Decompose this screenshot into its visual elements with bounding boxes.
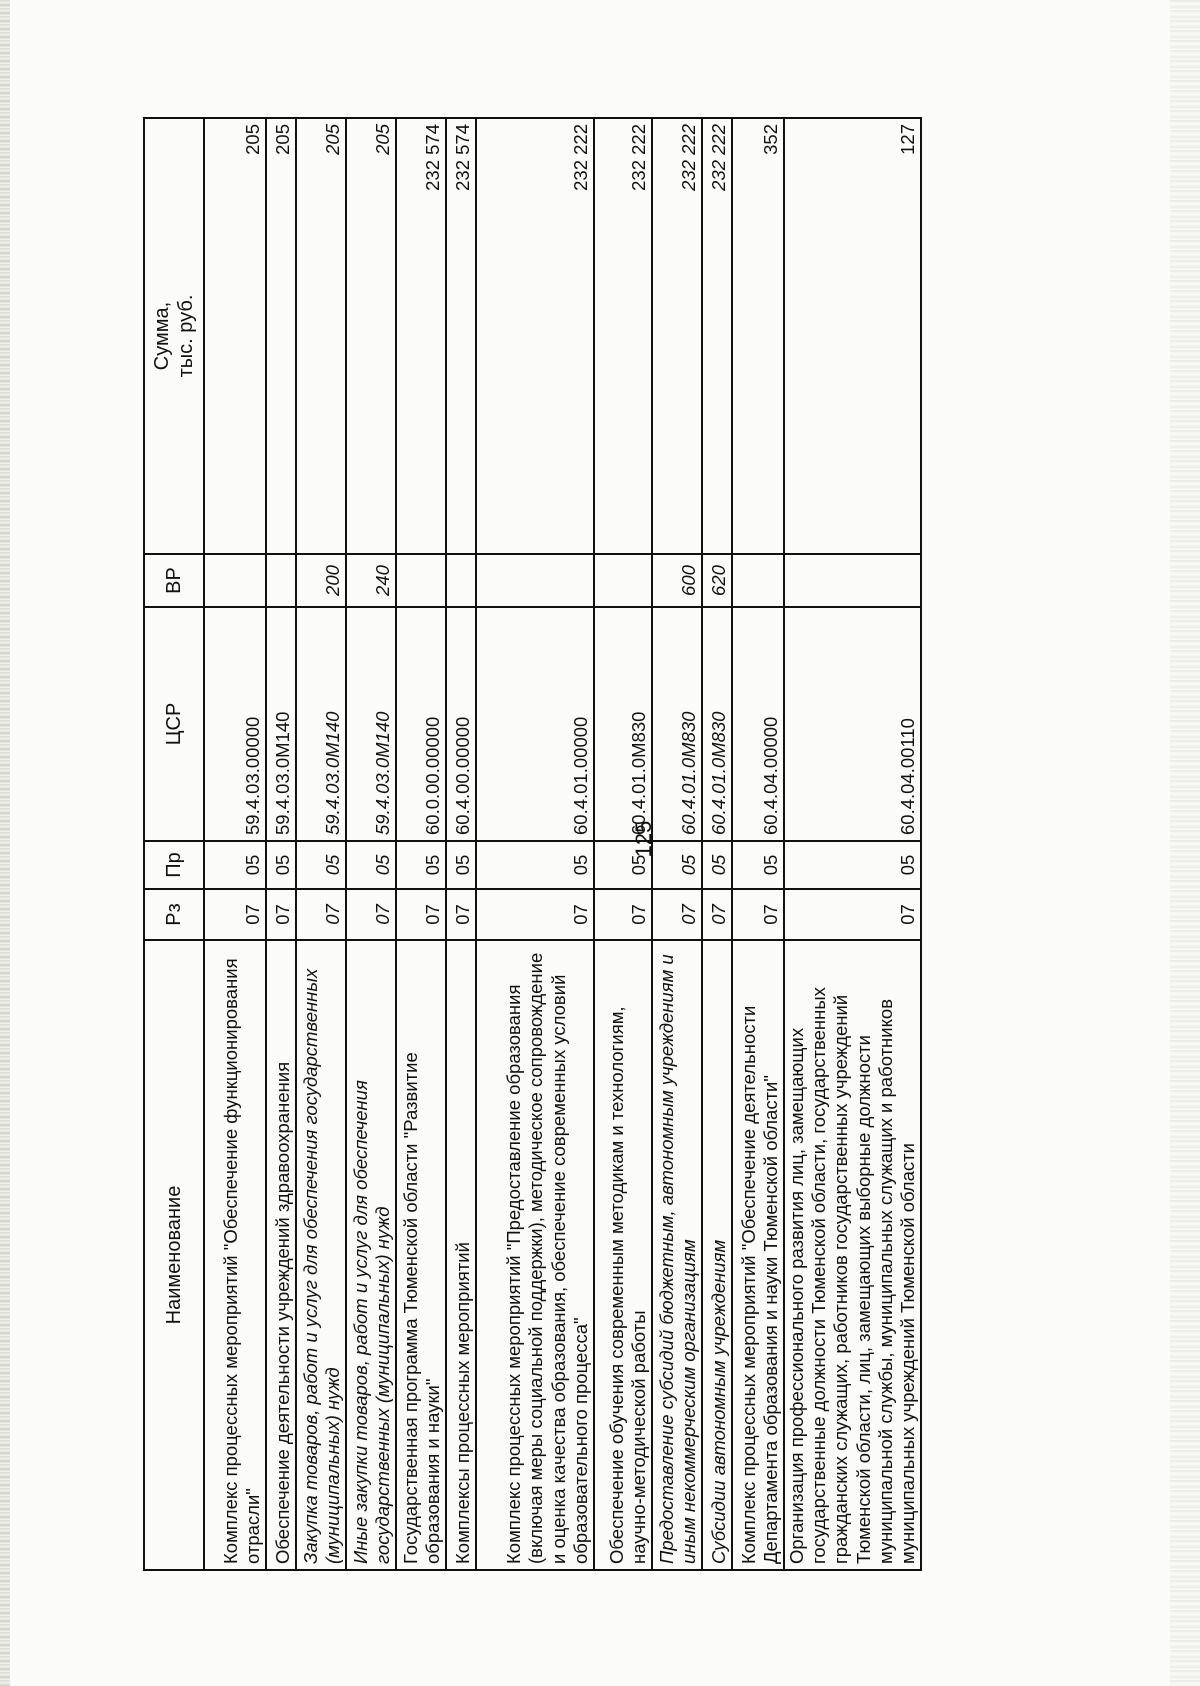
table-row [652,118,702,1570]
cell-sum: 232 222 [594,118,652,554]
cell-name: Организация профессионального развития лиц, замещающих государственные должности Тюменской области, государственных гражданских служащих, работников государственных учреждений Тюменской области, лиц, замещающих выборные должности муниципальной службы, муниципальных служащих и работников муниципальных учреждений Тюменской области [784,940,921,1570]
cell-sum: 232 574 [396,118,446,554]
cell-sum: 205 [204,118,266,554]
table-row [784,118,921,1570]
rotated-table-container [143,119,918,1571]
table-row [594,118,652,1570]
cell-sum: 232 574 [446,118,476,554]
header-sum [144,118,204,554]
cell-sum: 352 [732,118,784,554]
cell-sum: 232 222 [476,118,594,554]
cell-vr [476,554,594,607]
budget-table [143,117,922,1571]
table-row [732,118,784,1570]
cell-pr: 05 [346,841,396,889]
cell-vr: 600 [652,554,702,607]
cell-pr: 05 [784,841,921,889]
cell-name: Иные закупки товаров, работ и услуг для обеспечения государственных (муниципальных) нужд [346,940,396,1570]
cell-csr: 59.4.03.0М140 [296,607,346,841]
header-vr: ВР [144,554,204,607]
cell-pr: 05 [594,841,652,889]
cell-sum: 232 222 [652,118,702,554]
cell-csr: 59.4.03.0М140 [266,607,296,841]
cell-name: Комплекс процессных мероприятий "Обеспечение деятельности Департамента образования и науки Тюменской области" [732,940,784,1570]
cell-sum: 205 [296,118,346,554]
cell-vr [204,554,266,607]
header-sum-line2: тыс. руб. [175,294,197,378]
cell-vr [396,554,446,607]
table-row [266,118,296,1570]
cell-rz: 07 [702,889,732,940]
table-row [446,118,476,1570]
cell-csr: 60.4.00.00000 [446,607,476,841]
cell-name: Обеспечение деятельности учреждений здравоохранения [266,940,296,1570]
cell-name: Государственная программа Тюменской области "Развитие образования и науки" [396,940,446,1570]
cell-csr: 60.4.01.0М830 [594,607,652,841]
cell-rz: 07 [396,889,446,940]
cell-pr: 05 [266,841,296,889]
header-name: Наименование [144,940,204,1570]
cell-pr: 05 [476,841,594,889]
cell-vr [732,554,784,607]
cell-vr: 200 [296,554,346,607]
cell-vr [266,554,296,607]
header-row [144,118,204,1570]
cell-vr: 240 [346,554,396,607]
cell-csr: 60.4.04.00000 [732,607,784,841]
table-row [476,118,594,1570]
cell-csr: 59.4.03.0М140 [346,607,396,841]
cell-sum: 127 [784,118,921,554]
cell-name: Комплекс процессных мероприятий "Предоставление образования (включая меры социальной поддержки), методическое сопровождение и оценка качества образования, обеспечение современных условий образовательного процесса" [476,940,594,1570]
header-rz: Рз [144,889,204,940]
cell-vr [446,554,476,607]
cell-rz: 07 [296,889,346,940]
header-sum-line1: Сумма, [151,301,173,371]
table-row [346,118,396,1570]
table-row [296,118,346,1570]
table-row [702,118,732,1570]
cell-csr: 60.0.00.00000 [396,607,446,841]
cell-name: Субсидии автономным учреждениям [702,940,732,1570]
cell-pr: 05 [296,841,346,889]
cell-name: Обеспечение обучения современным методикам и технологиям, научно-методической работы [594,940,652,1570]
cell-rz: 07 [446,889,476,940]
header-pr: Пр [144,841,204,889]
cell-sum: 205 [346,118,396,554]
page-number: 125 [631,820,656,858]
cell-name: Комплексы процессных мероприятий [446,940,476,1570]
cell-pr: 05 [652,841,702,889]
cell-csr: 59.4.03.00000 [204,607,266,841]
cell-rz: 07 [204,889,266,940]
table-row [396,118,446,1570]
cell-rz: 07 [594,889,652,940]
cell-sum: 205 [266,118,296,554]
cell-rz: 07 [652,889,702,940]
table-row [204,118,266,1570]
cell-rz: 07 [476,889,594,940]
cell-name: Комплекс процессных мероприятий "Обеспечение функционирования отрасли" [204,940,266,1570]
cell-vr [594,554,652,607]
cell-csr: 60.4.04.00110 [784,607,921,841]
cell-csr: 60.4.01.0М830 [652,607,702,841]
cell-pr: 05 [732,841,784,889]
scan-edge-right [1170,0,1200,1686]
cell-rz: 07 [784,889,921,940]
cell-pr: 05 [204,841,266,889]
cell-rz: 07 [346,889,396,940]
cell-pr: 05 [702,841,732,889]
cell-rz: 07 [732,889,784,940]
cell-name: Закупка товаров, работ и услуг для обеспечения государственных (муниципальных) нужд [296,940,346,1570]
table-body [204,118,921,1570]
cell-rz: 07 [266,889,296,940]
cell-pr: 05 [396,841,446,889]
cell-vr [784,554,921,607]
header-csr: ЦСР [144,607,204,841]
cell-sum: 232 222 [702,118,732,554]
cell-csr: 60.4.01.00000 [476,607,594,841]
cell-csr: 60.4.01.0М830 [702,607,732,841]
cell-vr: 620 [702,554,732,607]
cell-name: Предоставление субсидий бюджетным, автономным учреждениям и иным некоммерческим организациям [652,940,702,1570]
cell-pr: 05 [446,841,476,889]
scan-edge-left [0,0,10,1686]
